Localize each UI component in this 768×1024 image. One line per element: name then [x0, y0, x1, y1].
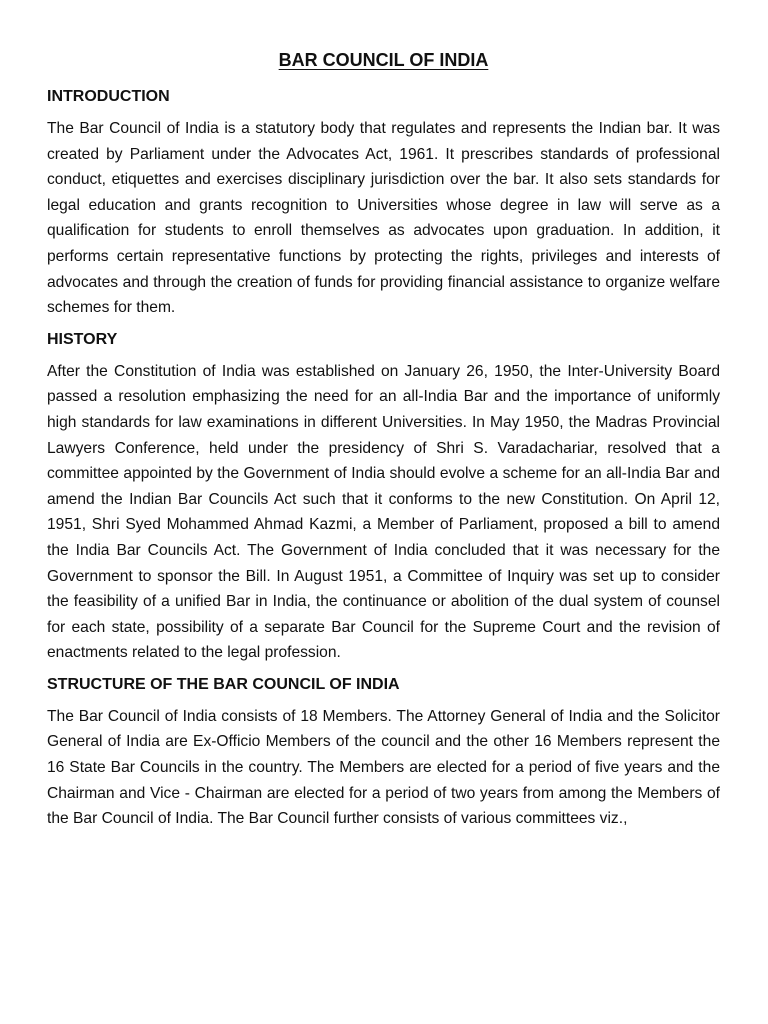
section-heading-introduction: INTRODUCTION: [47, 88, 170, 105]
paragraph-history: After the Constitution of India was established on January 26, 1950, the Inter-University Board passed a resolution emphasizing the need for an all-India Bar and the importance of uniformly high standards for law examinations in different Universities. In May 1950, the Madras Provincial Lawyers Conference, held under the presidency of Shri S. Varadachariar, resolved that a committee appointed by the Government of India should evolve a scheme for an all-India Bar and amend the Indian Bar Councils Act such that it conforms to the new Constitution. On April 12, 1951, Shri Syed Mohammed Ahmad Kazmi, a Member of Parliament, proposed a bill to amend the India Bar Councils Act. The Government of India concluded that it was necessary for the Government to sponsor the Bill. In August 1951, a Committee of Inquiry was set up to consider the feasibility of a unified Bar in India, the continuance or abolition of the dual system of counsel for each state, possibility of a separate Bar Council for the Supreme Court and the revision of enactments related to the legal profession.: [47, 362, 720, 662]
section-heading-history: HISTORY: [47, 330, 118, 348]
section-heading-structure: STRUCTURE OF THE BAR COUNCIL OF INDIA: [47, 675, 400, 693]
section-structure: [47, 674, 720, 832]
section-introduction: [47, 86, 720, 321]
section-history: [47, 329, 720, 666]
paragraph-structure: The Bar Council of India consists of 18 Members. The Attorney General of India and the Solicitor General of India are Ex-Officio Members of the council and the other 16 Members represent the 16 State Bar Councils in the country. The Members are elected for a period of five years and the Chairman and Vice - Chairman are elected for a period of two years from among the Members of the Bar Council of India. The Bar Council further consists of various committees viz.,: [47, 707, 720, 828]
document-title: BAR COUNCIL OF INDIA: [278, 50, 489, 70]
document-page: [47, 48, 720, 840]
paragraph-introduction: The Bar Council of India is a statutory body that regulates and represents the Indian bar. It was created by Parliament under the Advocates Act, 1961. It prescribes standards of professional conduct, etiquettes and exercises disciplinary jurisdiction over the bar. It also sets standards for legal education and grants recognition to Universities whose degree in law will serve as a qualification for students to enroll themselves as advocates upon graduation. In addition, it performs certain representative functions by protecting the rights, privileges and interests of advocates and through the creation of funds for providing financial assistance to organize welfare schemes for them.: [47, 120, 720, 317]
